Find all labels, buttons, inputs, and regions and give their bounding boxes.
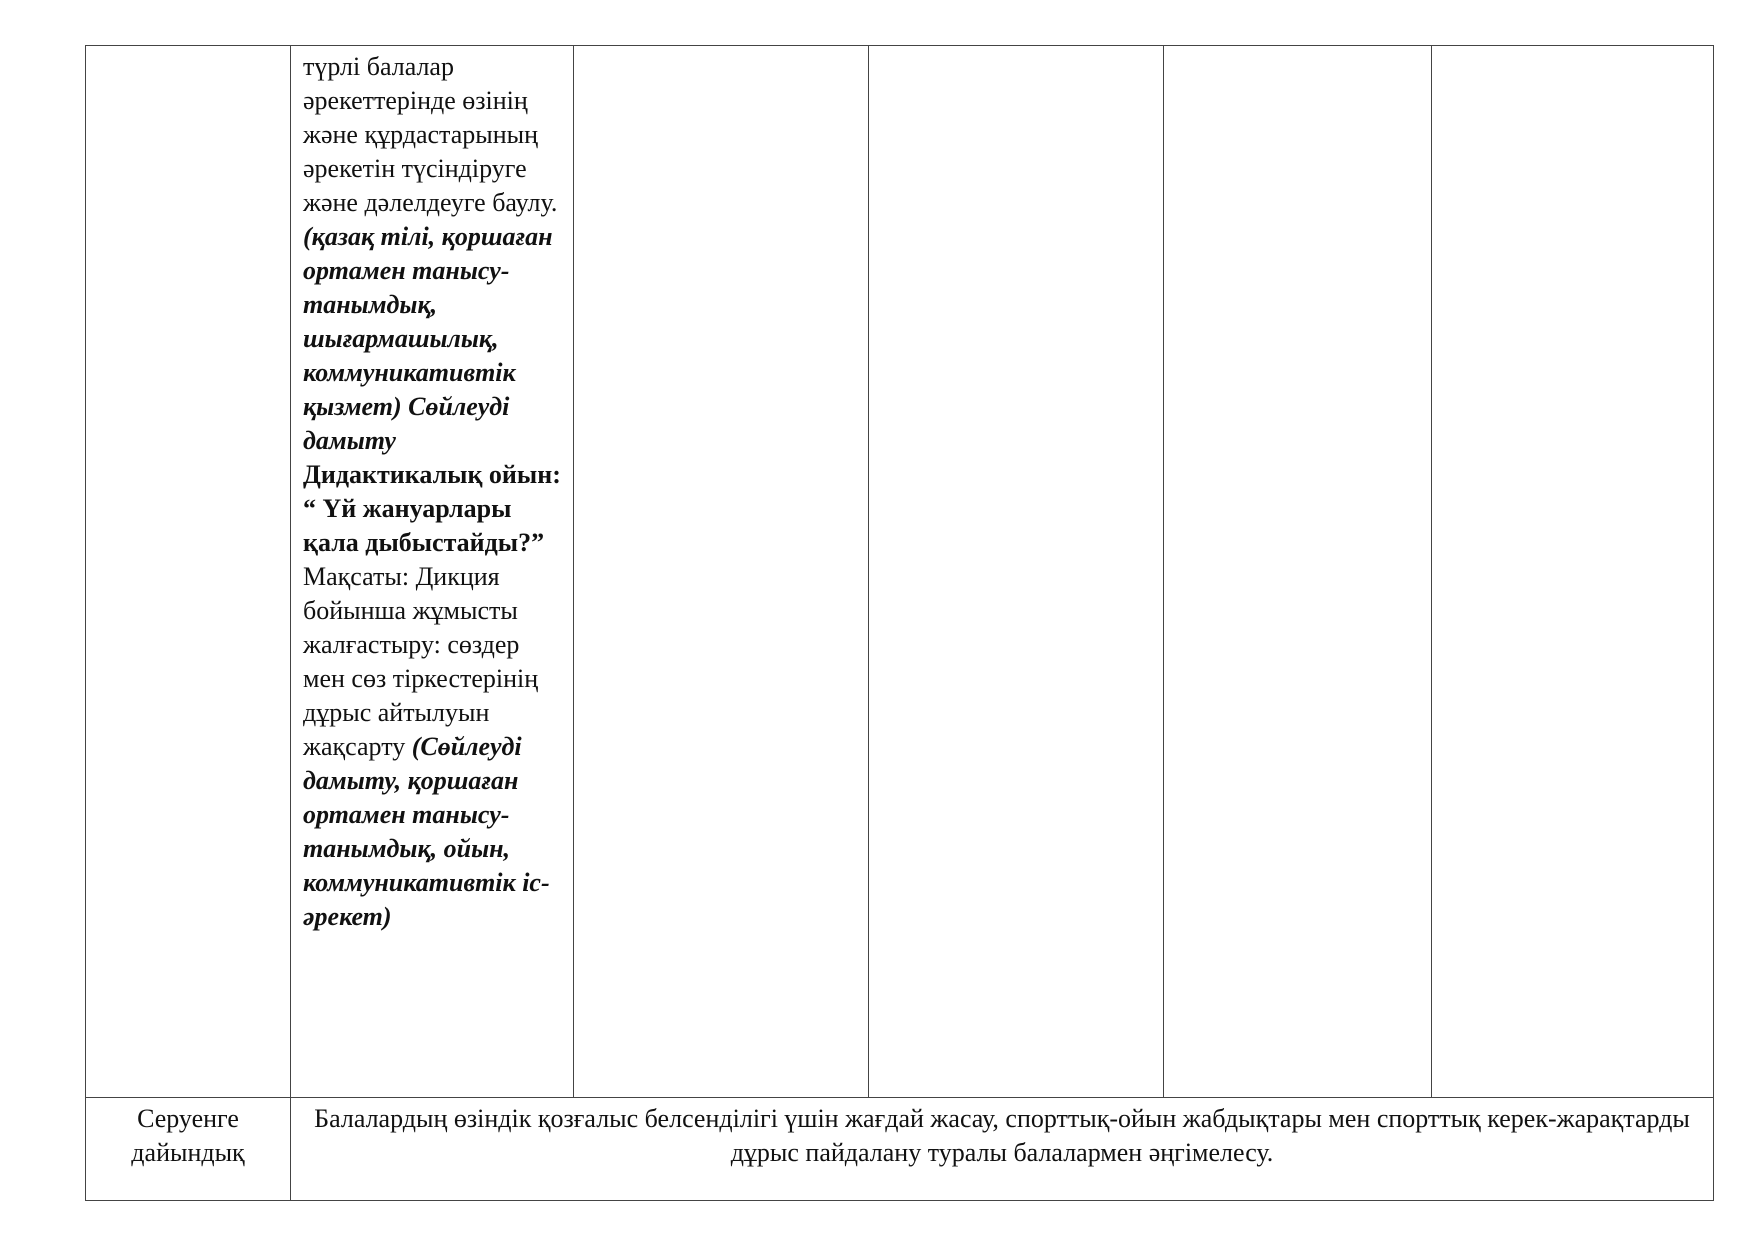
goal-text: Мақсаты: Дикция бойынша жұмысты жалғастыру: сөздер мен сөз тіркестерінің дұрыс айтылуын жақсарту <box>303 562 539 761</box>
walk-prep-text <box>291 1098 1714 1201</box>
walk-prep-line-1: Балалардың өзіндік қозғалыс белсенділігі үшін жағдай жасау, спорттық-ойын жабдықтары мен спорттық керек-жарақтарды <box>314 1104 1690 1133</box>
empty-cell-3 <box>574 46 869 1098</box>
empty-label-cell <box>86 46 291 1098</box>
schedule-table <box>85 45 1714 1201</box>
walk-prep-row <box>86 1098 1714 1201</box>
activity-row <box>86 46 1714 1098</box>
empty-cell-4 <box>869 46 1164 1098</box>
empty-cell-6 <box>1432 46 1714 1098</box>
intro-tags: (қазақ тілі, қоршаған ортамен танысу-танымдық, шығармашылық, коммуникативтік қызмет) Сөйлеуді дамыту <box>303 222 553 455</box>
game-title: “ Үй жануарлары қала дыбыстайды?” <box>303 494 545 557</box>
walk-prep-label: Серуенге дайындық <box>86 1098 291 1201</box>
empty-cell-5 <box>1164 46 1432 1098</box>
game-label: Дидактикалық ойын: <box>303 460 561 489</box>
walk-prep-line-2: дұрыс пайдалану туралы балалармен әңгімелесу. <box>730 1138 1274 1167</box>
goal-tags: (Сөйлеуді дамыту, қоршаған ортамен танысу-танымдық, ойын, коммуникативтік іс-әрекет) <box>303 732 550 931</box>
intro-text: түрлі балалар әрекеттерінде өзінің және құрдастарының әрекетін түсіндіруге және дәлелдеуге баулу. <box>303 52 558 217</box>
activity-cell <box>291 46 574 1098</box>
